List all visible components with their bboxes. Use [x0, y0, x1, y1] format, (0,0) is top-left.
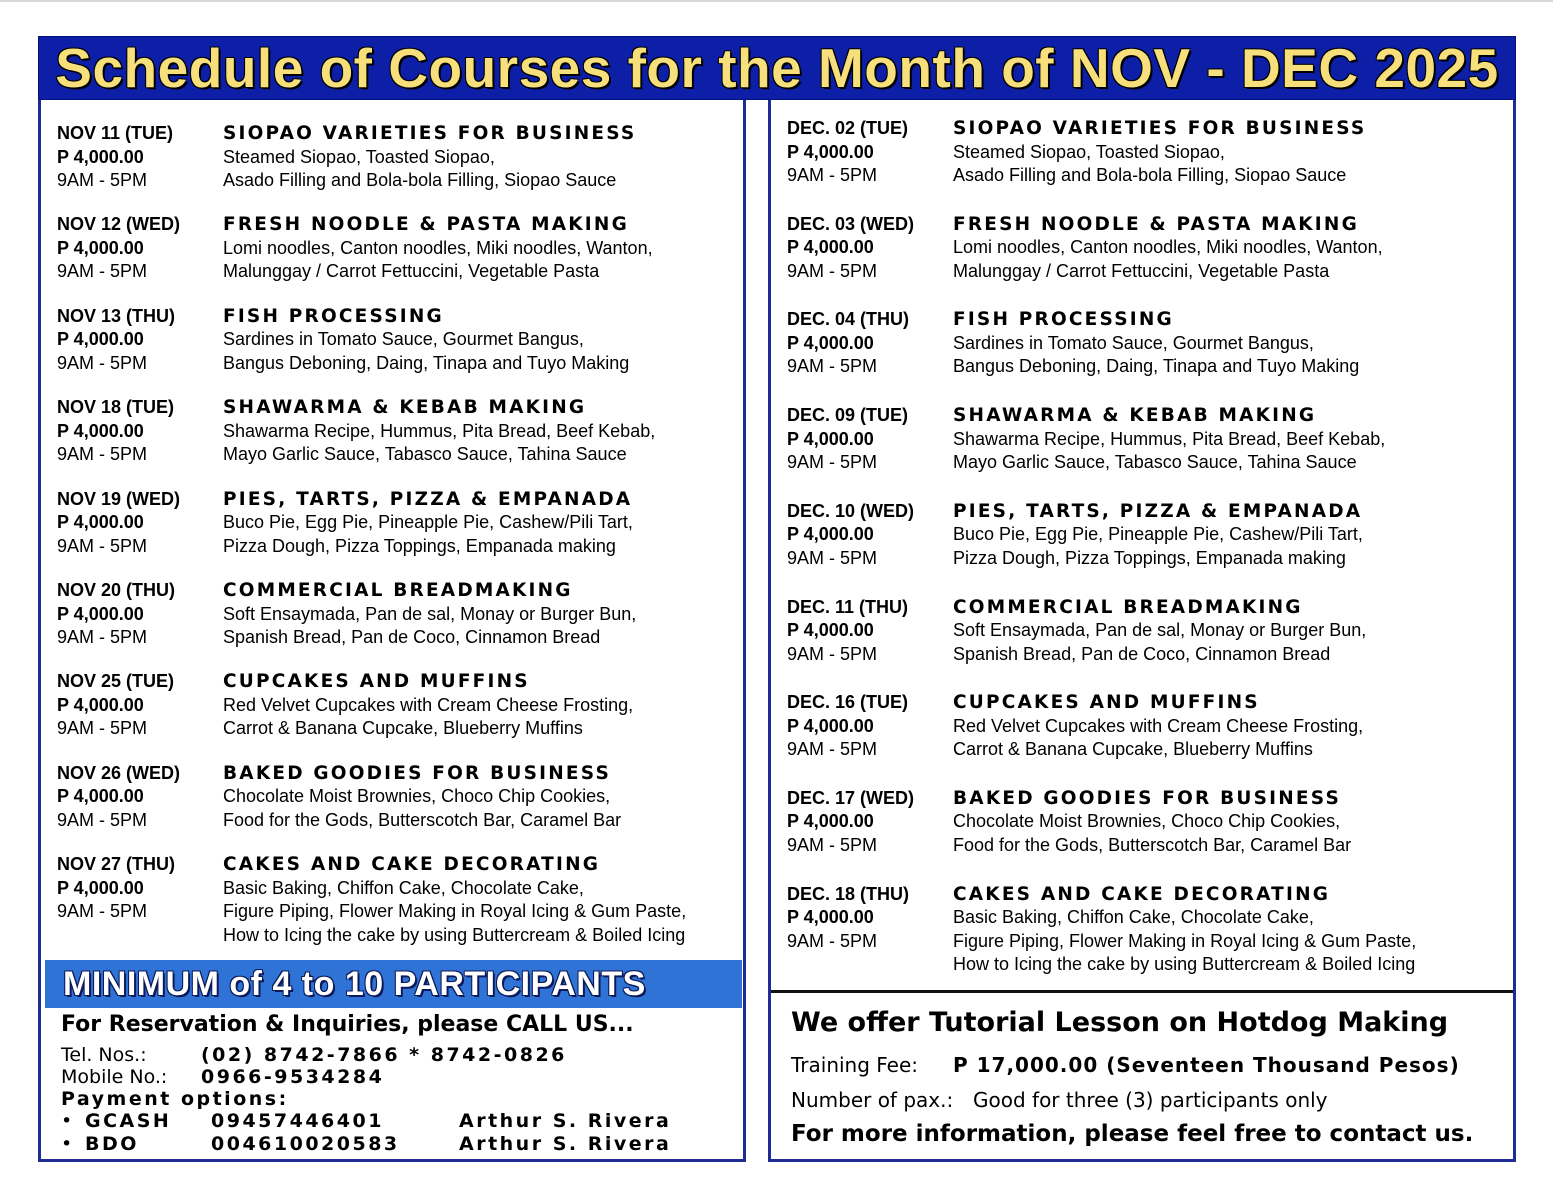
payment-name: Arthur S. Rivera — [459, 1110, 672, 1132]
bullet-icon: • — [61, 1133, 73, 1155]
course-desc-line: Steamed Siopao, Toasted Siopao, — [223, 146, 495, 167]
course-entry — [41, 762, 743, 846]
course-time: 9AM - 5PM — [57, 627, 148, 647]
course-desc-line: Chocolate Moist Brownies, Choco Chip Cookies, — [953, 811, 1341, 832]
course-time: 9AM - 5PM — [787, 452, 878, 473]
course-time: 9AM - 5PM — [787, 643, 878, 664]
course-desc-line: Soft Ensaymada, Pan de sal, Monay or Burger Bun, — [223, 603, 637, 624]
course-desc-line: Spanish Bread, Pan de Coco, Cinnamon Bread — [953, 643, 1331, 664]
course-price: P 4,000.00 — [787, 332, 874, 353]
course-price: P 4,000.00 — [787, 141, 874, 162]
course-time: 9AM - 5PM — [57, 901, 148, 922]
course-time: 9AM - 5PM — [787, 930, 878, 951]
course-desc-line: Buco Pie, Egg Pie, Pineapple Pie, Cashew/Pili Tart, — [953, 524, 1363, 545]
course-meta — [787, 883, 947, 954]
course-title: PIES, TARTS, PIZZA & EMPANADA — [223, 488, 633, 510]
course-time: 9AM - 5PM — [787, 834, 878, 855]
course-entry — [771, 117, 1513, 201]
course-desc-line: Asado Filling and Bola-bola Filling, Siopao Sauce — [223, 170, 617, 190]
course-desc-line: Sardines in Tomato Sauce, Gourmet Bangus, — [953, 332, 1314, 353]
course-desc-line: Red Velvet Cupcakes with Cream Cheese Frosting, — [953, 715, 1364, 736]
course-meta — [57, 396, 217, 467]
course-details — [223, 213, 763, 284]
pax-label: Number of pax.: — [791, 1088, 954, 1112]
course-time: 9AM - 5PM — [57, 535, 148, 556]
course-desc-line: Malunggay / Carrot Fettuccini, Vegetable Pasta — [223, 261, 600, 282]
mobile-label: Mobile No.: — [61, 1066, 168, 1088]
course-meta — [787, 500, 947, 571]
hotdog-pax-row — [791, 1088, 1328, 1112]
course-desc-line: Shawarma Recipe, Hummus, Pita Bread, Beef Kebab, — [953, 428, 1386, 449]
course-desc-line: Carrot & Banana Cupcake, Blueberry Muffins — [953, 739, 1313, 760]
course-date: DEC. 04 (THU) — [787, 309, 910, 330]
course-title: PIES, TARTS, PIZZA & EMPANADA — [953, 500, 1363, 522]
course-title: SHAWARMA & KEBAB MAKING — [223, 397, 587, 419]
course-title: COMMERCIAL BREADMAKING — [953, 596, 1303, 618]
course-title: CUPCAKES AND MUFFINS — [953, 692, 1260, 714]
course-date: NOV 11 (TUE) — [57, 123, 174, 143]
course-meta — [57, 762, 217, 833]
course-desc-line: Pizza Dough, Pizza Toppings, Empanada making — [223, 535, 616, 556]
course-time: 9AM - 5PM — [787, 260, 878, 281]
course-desc-line: Basic Baking, Chiffon Cake, Chocolate Cake, — [223, 877, 584, 898]
course-details — [953, 500, 1493, 571]
page-title: Schedule of Courses for the Month of NOV - DEC 2025 — [55, 37, 1499, 99]
course-date: NOV 13 (THU) — [57, 305, 176, 326]
course-time: 9AM - 5PM — [57, 809, 148, 830]
tel-row — [61, 1044, 567, 1066]
course-date: NOV 20 (THU) — [57, 580, 176, 600]
reservation-title: For Reservation & Inquiries, please CALL US... — [61, 1012, 634, 1037]
course-time: 9AM - 5PM — [787, 739, 878, 760]
course-details — [223, 396, 763, 467]
contact-text: For more information, please feel free to contact us. — [791, 1121, 1474, 1147]
participants-banner — [45, 960, 742, 1008]
course-date: DEC. 18 (THU) — [787, 883, 910, 904]
tel-value: (02) 8742-7866 * 8742-0826 — [201, 1044, 567, 1066]
course-price: P 4,000.00 — [57, 694, 144, 715]
course-title: CUPCAKES AND MUFFINS — [223, 671, 530, 693]
course-entry — [771, 596, 1513, 680]
course-meta — [787, 691, 947, 762]
course-time: 9AM - 5PM — [787, 165, 878, 185]
course-entry — [41, 122, 743, 206]
course-desc-line: Lomi noodles, Canton noodles, Miki noodles, Wanton, — [953, 237, 1383, 258]
course-price: P 4,000.00 — [57, 237, 144, 258]
course-price: P 4,000.00 — [57, 603, 144, 624]
course-meta — [57, 853, 217, 924]
course-entry — [771, 787, 1513, 871]
hotdog-contact — [791, 1121, 1473, 1147]
course-details — [953, 883, 1493, 977]
payment-name: Arthur S. Rivera — [459, 1133, 672, 1155]
course-details — [953, 691, 1493, 762]
course-time: 9AM - 5PM — [57, 718, 148, 739]
course-details — [223, 122, 763, 193]
course-date: DEC. 16 (TUE) — [787, 692, 909, 713]
fee-label: Training Fee: — [791, 1053, 919, 1077]
course-price: P 4,000.00 — [57, 420, 144, 441]
pax-value: Good for three (3) participants only — [973, 1088, 1328, 1112]
course-entry — [771, 883, 1513, 975]
course-title: BAKED GOODIES FOR BUSINESS — [953, 787, 1341, 809]
course-date: NOV 27 (THU) — [57, 854, 176, 875]
course-desc-line: How to Icing the cake by using Buttercream & Boiled Icing — [953, 954, 1416, 975]
fee-value: P 17,000.00 (Seventeen Thousand Pesos) — [953, 1053, 1460, 1077]
mobile-value: 0966-9534284 — [201, 1066, 385, 1088]
course-date: DEC. 09 (TUE) — [787, 405, 909, 426]
course-desc-line: Pizza Dough, Pizza Toppings, Empanada making — [953, 547, 1346, 568]
course-meta — [57, 488, 217, 559]
course-desc-line: Red Velvet Cupcakes with Cream Cheese Frosting, — [223, 694, 634, 715]
course-date: DEC. 17 (WED) — [787, 787, 915, 808]
payment-row-bdo — [61, 1133, 671, 1155]
course-time: 9AM - 5PM — [57, 352, 148, 373]
hotdog-fee-row — [791, 1053, 1460, 1077]
course-desc-line: Buco Pie, Egg Pie, Pineapple Pie, Cashew/Pili Tart, — [223, 512, 633, 533]
participants-text: MINIMUM of 4 to 10 PARTICIPANTS — [63, 964, 646, 1003]
course-price: P 4,000.00 — [787, 907, 874, 928]
course-date: NOV 12 (WED) — [57, 214, 181, 235]
course-meta — [57, 579, 217, 650]
course-desc-line: Sardines in Tomato Sauce, Gourmet Bangus, — [223, 329, 584, 350]
course-price: P 4,000.00 — [787, 428, 874, 449]
course-entry — [41, 396, 743, 480]
course-title: SIOPAO VARIETIES FOR BUSINESS — [953, 118, 1367, 139]
course-details — [223, 305, 763, 376]
course-price: P 4,000.00 — [787, 237, 874, 258]
course-date: NOV 25 (TUE) — [57, 671, 175, 692]
payment-label-row — [61, 1088, 289, 1110]
course-desc-line: Shawarma Recipe, Hummus, Pita Bread, Beef Kebab, — [223, 420, 656, 441]
course-price: P 4,000.00 — [787, 524, 874, 545]
course-details — [223, 853, 763, 947]
course-price: P 4,000.00 — [57, 877, 144, 898]
course-entry — [771, 213, 1513, 297]
course-meta — [787, 787, 947, 858]
course-desc-line: Mayo Garlic Sauce, Tabasco Sauce, Tahina Sauce — [953, 452, 1357, 473]
course-time: 9AM - 5PM — [57, 444, 148, 465]
course-meta — [787, 404, 947, 475]
course-desc-line: Figure Piping, Flower Making in Royal Icing & Gum Paste, — [953, 930, 1417, 951]
course-meta — [787, 117, 947, 188]
course-title: CAKES AND CAKE DECORATING — [223, 854, 601, 876]
course-entry — [771, 500, 1513, 584]
course-meta — [57, 213, 217, 284]
course-details — [223, 579, 763, 650]
payment-number: 09457446401 — [211, 1110, 384, 1132]
course-entry — [771, 691, 1513, 775]
course-title: FISH PROCESSING — [223, 305, 444, 327]
course-details — [953, 596, 1493, 667]
course-title: COMMERCIAL BREADMAKING — [223, 580, 573, 601]
course-title: FISH PROCESSING — [953, 309, 1174, 331]
course-details — [953, 308, 1493, 379]
payment-method: BDO — [85, 1133, 139, 1155]
course-desc-line: Figure Piping, Flower Making in Royal Icing & Gum Paste, — [223, 901, 687, 922]
course-time: 9AM - 5PM — [787, 547, 878, 568]
course-date: NOV 26 (WED) — [57, 762, 181, 783]
course-date: DEC. 11 (THU) — [787, 596, 909, 617]
course-desc-line: Steamed Siopao, Toasted Siopao, — [953, 141, 1225, 162]
course-details — [953, 117, 1493, 188]
mobile-row — [61, 1066, 384, 1088]
course-desc-line: Food for the Gods, Butterscotch Bar, Caramel Bar — [223, 809, 622, 830]
course-desc-line: Soft Ensaymada, Pan de sal, Monay or Burger Bun, — [953, 620, 1367, 640]
course-time: 9AM - 5PM — [57, 261, 148, 282]
course-meta — [787, 213, 947, 284]
course-price: P 4,000.00 — [787, 620, 874, 640]
course-details — [223, 762, 763, 833]
course-price: P 4,000.00 — [787, 811, 874, 832]
course-meta — [57, 122, 217, 193]
course-entry — [41, 670, 743, 754]
course-details — [223, 488, 763, 559]
course-entry — [771, 404, 1513, 488]
course-date: DEC. 02 (TUE) — [787, 118, 909, 138]
payment-number: 004610020583 — [211, 1133, 400, 1155]
course-details — [953, 787, 1493, 858]
course-entry — [41, 579, 743, 663]
course-title: FRESH NOODLE & PASTA MAKING — [223, 214, 629, 236]
course-title: CAKES AND CAKE DECORATING — [953, 883, 1331, 905]
course-price: P 4,000.00 — [57, 512, 144, 533]
course-desc-line: Bangus Deboning, Daing, Tinapa and Tuyo Making — [953, 356, 1360, 377]
hotdog-title: We offer Tutorial Lesson on Hotdog Making — [791, 1007, 1449, 1038]
course-meta — [57, 305, 217, 376]
course-desc-line: Food for the Gods, Butterscotch Bar, Caramel Bar — [953, 834, 1352, 855]
course-time: 9AM - 5PM — [57, 170, 148, 190]
course-title: SHAWARMA & KEBAB MAKING — [953, 405, 1317, 427]
course-meta — [57, 670, 217, 741]
course-details — [953, 213, 1493, 284]
course-entry — [41, 213, 743, 297]
course-desc-line: Mayo Garlic Sauce, Tabasco Sauce, Tahina Sauce — [223, 444, 627, 465]
course-desc-line: Chocolate Moist Brownies, Choco Chip Cookies, — [223, 786, 611, 807]
course-desc-line: Spanish Bread, Pan de Coco, Cinnamon Bread — [223, 627, 601, 647]
title-banner — [38, 36, 1516, 100]
course-time: 9AM - 5PM — [787, 356, 878, 377]
top-divider — [0, 0, 1553, 2]
course-desc-line: Bangus Deboning, Daing, Tinapa and Tuyo Making — [223, 352, 630, 373]
course-price: P 4,000.00 — [57, 146, 144, 167]
course-desc-line: Lomi noodles, Canton noodles, Miki noodles, Wanton, — [223, 237, 653, 258]
course-date: DEC. 10 (WED) — [787, 500, 915, 521]
december-column — [768, 100, 1516, 1162]
course-desc-line: Asado Filling and Bola-bola Filling, Siopao Sauce — [953, 165, 1347, 185]
hotdog-offer-box — [771, 990, 1513, 1159]
course-date: DEC. 03 (WED) — [787, 213, 915, 234]
course-title: BAKED GOODIES FOR BUSINESS — [223, 762, 611, 784]
course-meta — [787, 308, 947, 379]
course-details — [953, 404, 1493, 475]
payment-row-gcash — [61, 1110, 671, 1132]
course-title: FRESH NOODLE & PASTA MAKING — [953, 213, 1359, 235]
course-date: NOV 18 (TUE) — [57, 397, 175, 418]
tel-label: Tel. Nos.: — [61, 1044, 147, 1066]
course-date: NOV 19 (WED) — [57, 488, 181, 509]
course-desc-line: How to Icing the cake by using Buttercream & Boiled Icing — [223, 924, 686, 945]
payment-method: GCASH — [85, 1110, 172, 1132]
course-title: SIOPAO VARIETIES FOR BUSINESS — [223, 123, 637, 144]
course-entry — [41, 853, 743, 945]
course-details — [223, 670, 763, 741]
course-price: P 4,000.00 — [57, 786, 144, 807]
bullet-icon: • — [61, 1110, 73, 1132]
course-desc-line: Carrot & Banana Cupcake, Blueberry Muffins — [223, 718, 583, 739]
november-column — [38, 100, 746, 1162]
course-price: P 4,000.00 — [57, 329, 144, 350]
course-desc-line: Basic Baking, Chiffon Cake, Chocolate Cake, — [953, 907, 1314, 928]
course-price: P 4,000.00 — [787, 715, 874, 736]
course-entry — [41, 305, 743, 389]
course-desc-line: Malunggay / Carrot Fettuccini, Vegetable Pasta — [953, 260, 1330, 281]
course-entry — [41, 488, 743, 572]
course-meta — [787, 596, 947, 667]
course-entry — [771, 308, 1513, 392]
payment-label: Payment options: — [61, 1088, 289, 1110]
